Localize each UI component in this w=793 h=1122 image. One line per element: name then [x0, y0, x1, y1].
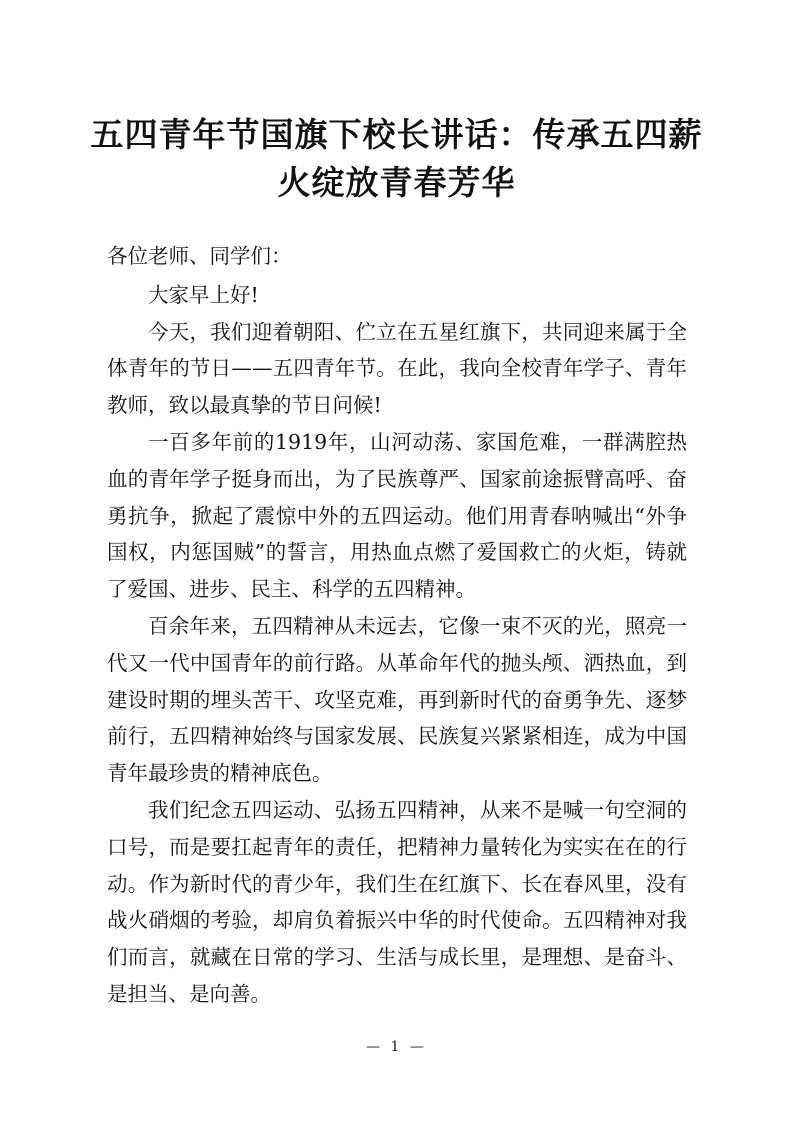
paragraph-responsibility: 我们纪念五四运动、弘扬五四精神，从来不是喊一句空洞的口号，而是要扛起青年的责任，把精神力量转化为实实在在的行动。作为新时代的青少年，我们生在红旗下、长在春风里，没有战火硝烟的考验，却肩负着振兴中华的时代使命。五四精神对我们而言，就藏在日常的学习、生活与成长里，是理想、是奋斗、是担当、是向善。: [107, 797, 687, 1006]
paragraph-history: 一百多年前的1919年，山河动荡、家国危难，一群满腔热血的青年学子挺身而出，为了民族尊严、国家前途振臂高呼、奋勇抗争，掀起了震惊中外的五四运动。他们用青春呐喊出“外争国权，内惩国贼”的誓言，用热血点燃了爱国救亡的火炬，铸就了爱国、进步、民主、科学的五四精神。: [107, 429, 687, 602]
page-number: — 1 —: [366, 1039, 427, 1055]
title-line-1: 五四青年节国旗下校长讲话：传承五四薪: [90, 115, 703, 154]
salutation: 各位老师、同学们：: [107, 244, 292, 268]
title-line-2: 火绽放青春芳华: [277, 163, 516, 202]
document-body: [107, 238, 687, 1013]
document-title: [90, 111, 703, 207]
paragraph-greeting: 大家早上好!: [148, 282, 259, 307]
paragraph-legacy: 百余年来，五四精神从未远去，它像一束不灭的光，照亮一代又一代中国青年的前行路。从革命年代的抛头颅、洒热血，到建设时期的埋头苦干、攻坚克难，再到新时代的奋勇争先、逐梦前行，五四精神始终与国家发展、民族复兴紧紧相连，成为中国青年最珍贵的精神底色。: [107, 613, 687, 786]
paragraph-festival-greeting: 今天，我们迎着朝阳、伫立在五星红旗下，共同迎来属于全体青年的节日——五四青年节。在此，我向全校青年学子、青年教师，致以最真挚的节日问候!: [107, 319, 687, 418]
